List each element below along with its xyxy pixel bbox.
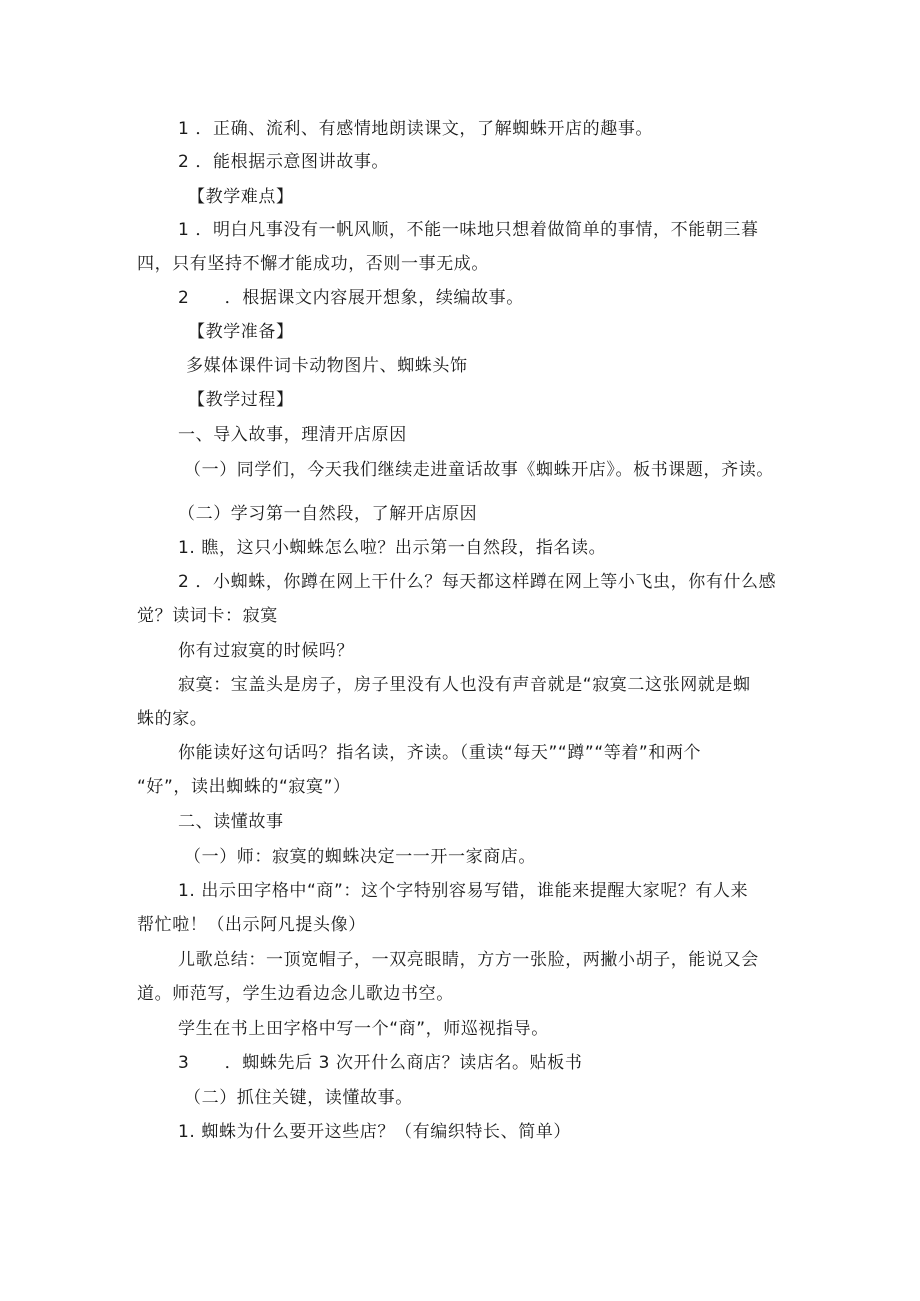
section-2-title: 二、读懂故事 <box>178 812 284 832</box>
para-1-2: （二）学习第一自然段，了解开店原因 <box>178 504 478 524</box>
reading-instruction-cont: “好”，读出蜘蛛的“寂寞”） <box>137 777 351 797</box>
loneliness-explain-cont: 蛛的家。 <box>137 709 208 729</box>
difficulty-2: 2 ．根据课文内容展开想象，续编故事。 <box>178 288 524 308</box>
objective-1: 1 ．正确、流利、有感情地朗读课文，了解蜘蛛开店的趣事。 <box>178 119 654 139</box>
para-2-1: （一）师：寂寞的蜘蛛决定一一开一家商店。 <box>184 847 536 867</box>
section-1-title: 一、导入故事，理清开店原因 <box>178 425 407 445</box>
item-2-cont: 觉？读词卡：寂寞 <box>137 606 278 626</box>
objective-2: 2 ．能根据示意图讲故事。 <box>178 152 390 172</box>
reading-instruction: 你能读好这句话吗？指名读，齐读。（重读“每天”“蹲”“等着”和两个 <box>178 743 702 763</box>
heading-teaching-process: 【教学过程】 <box>188 390 294 410</box>
para-1-1: （一）同学们，今天我们继续走进童话故事《蜘蛛开店》。板书课题，齐读。 <box>184 460 774 480</box>
preparation-text: 多媒体课件词卡动物图片、蜘蛛头饰 <box>186 356 468 376</box>
item-2-1: 1. 出示田字格中“商”：这个字特别容易写错，谁能来提醒大家呢？有人来 <box>178 881 749 901</box>
question-loneliness: 你有过寂寞的时候吗？ <box>178 641 354 661</box>
item-2: 2 ．小蜘蛛，你蹲在网上干什么？每天都这样蹲在网上等小飞虫，你有什么感 <box>178 572 777 592</box>
rhyme-summary-cont: 道。师范写，学生边看边念儿歌边书空。 <box>137 984 454 1004</box>
heading-teaching-difficulty: 【教学难点】 <box>188 187 294 207</box>
rhyme-summary: 儿歌总结：一顶宽帽子，一双亮眼睛，方方一张脸，两撇小胡子，能说又会 <box>178 950 759 970</box>
item-why-shops: 1. 蜘蛛为什么要开这些店？（有编织特长、简单） <box>178 1122 572 1142</box>
difficulty-1: 1 ．明白凡事没有一帆风顺，不能一味地只想着做简单的事情，不能朝三暮 <box>178 220 759 240</box>
difficulty-1-cont: 四，只有坚持不懈才能成功，否则一事无成。 <box>137 254 489 274</box>
para-2-2: （二）抓住关键，读懂故事。 <box>184 1088 413 1108</box>
item-3: 3 ．蜘蛛先后 3 次开什么商店？读店名。贴板书 <box>178 1053 583 1073</box>
item-2-1-cont: 帮忙啦！（出示阿凡提头像） <box>137 915 366 935</box>
writing-practice: 学生在书上田字格中写一个“商”，师巡视指导。 <box>178 1019 549 1039</box>
loneliness-explain: 寂寞：宝盖头是房子，房子里没有人也没有声音就是“寂寞二这张网就是蜘 <box>178 675 751 695</box>
heading-teaching-preparation: 【教学准备】 <box>188 322 294 342</box>
item-1: 1. 瞧，这只小蜘蛛怎么啦？出示第一自然段，指名读。 <box>178 538 607 558</box>
